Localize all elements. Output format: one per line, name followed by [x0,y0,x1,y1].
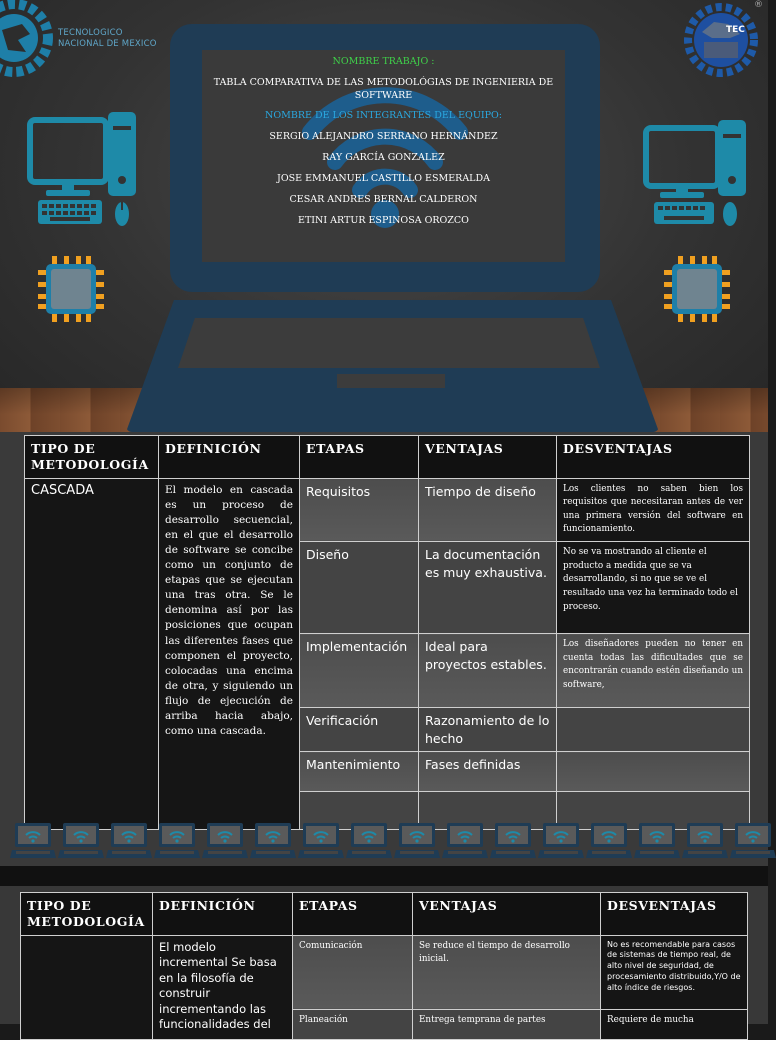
member-name: RAY GARCÍA GONZALEZ [322,152,445,164]
table-row [25,478,750,542]
mini-laptop-icon [682,822,728,860]
member-name: ETINI ARTUR ESPINOSA OROZCO [298,214,469,226]
mini-laptop-icon [538,822,584,860]
registered-mark: ® [754,0,763,10]
disadvantage-cell [557,708,750,752]
table-header-row [21,893,748,936]
stage-cell: Verificación [300,708,419,752]
advantage-cell: Ideal para proyectos estables. [419,634,557,708]
tec-logo-label: TEC [726,25,745,35]
cover-text [202,56,565,235]
mini-laptop-icon [154,822,200,860]
mini-laptop-icon [634,822,680,860]
incremental-table [20,892,748,1040]
disadvantage-cell: No es recomendable para casos de sistemas de tiempo real, de alto nivel de seguridad, de procesamiento distribuido,Y/O de alto índice de riesgos. [601,935,748,1009]
work-name-label: NOMBRE TRABAJO : [332,56,435,67]
advantage-cell: Razonamiento de lo hecho [419,708,557,752]
incremental-slide [0,866,768,1032]
header-stages: ETAPAS [293,893,413,936]
team-label: NOMBRE DE LOS INTEGRANTES DEL EQUIPO: [265,110,502,122]
stage-cell: Comunicación [293,935,413,1009]
microchip-icon [38,256,104,322]
disadvantage-cell: Los diseñadores pueden no tener en cuenta todas las dificultades que se encontrarán cuando estén diseñando un software, [557,634,750,708]
methodology-definition: El modelo en cascada es un proceso de desarrollo secuencial, en el que el desarrollo de software se concibe como un conjunto de etapas que se ejecutan una tras otra. Se le denomina así por las posiciones que ocupan las diferentes fases que componen el proyecto, colocadas una encima de otra, y siguiendo un flujo de ejecución de arriba hacia abajo, como una cascada. [159,478,300,830]
header-type: TIPO DE METODOLOGÍA [25,436,159,479]
mini-laptop-icon [58,822,104,860]
mini-laptop-icon [346,822,392,860]
desktop-computer-icon [28,110,140,228]
laptop-touchpad [337,374,445,388]
header-type: TIPO DE METODOLOGÍA [21,893,153,936]
advantage-cell: Entrega temprana de partes [413,1009,601,1039]
header-advantages: VENTAJAS [419,436,557,479]
cascada-slide [0,432,768,866]
institution-name [58,28,157,51]
methodology-name: CASCADA [25,478,159,830]
advantage-cell: La documentación es muy exhaustiva. [419,542,557,634]
header-definition: DEFINICIÓN [153,893,293,936]
stage-cell: Diseño [300,542,419,634]
table-row [21,935,748,1009]
mini-laptop-icon [586,822,632,860]
institution-line-1: TECNOLOGICO [58,28,123,38]
disadvantage-cell: Los clientes no saben bien los requisitos que necesitaran antes de ver una primera versión del software en funcionamiento. [557,478,750,542]
mini-laptop-icon [490,822,536,860]
tecnm-gear-logo-icon [0,0,58,78]
header-definition: DEFINICIÓN [159,436,300,479]
advantage-cell: Tiempo de diseño [419,478,557,542]
stage-cell: Requisitos [300,478,419,542]
header-disadvantages: DESVENTAJAS [601,893,748,936]
mini-laptop-icon [202,822,248,860]
institution-line-2: NACIONAL DE MEXICO [58,39,157,50]
mini-laptop-icon [442,822,488,860]
table-header-row [25,436,750,479]
title-slide [0,0,768,432]
header-advantages: VENTAJAS [413,893,601,936]
incremental-slide-body [0,886,768,1032]
cascada-table [24,435,750,830]
disadvantage-cell: No se va mostrando al cliente el producto a medida que se va desarrollando, si no que se ve el resultado una vez ha terminado todo el proceso. [557,542,750,634]
work-title: TABLA COMPARATIVA DE LAS METODOLÓGIAS DE INGENIERIA DE SOFTWARE [213,76,554,101]
microchip-icon-right [664,256,730,322]
tec-gear-logo-icon [684,2,758,78]
member-name: CESAR ANDRES BERNAL CALDERON [289,193,478,205]
desktop-computer-icon-right [640,120,752,230]
header-stages: ETAPAS [300,436,419,479]
member-name: JOSE EMMANUEL CASTILLO ESMERALDA [277,172,490,184]
advantage-cell: Se reduce el tiempo de desarrollo inicial. [413,935,601,1009]
methodology-name-cell [21,935,153,1039]
stage-cell: Mantenimiento [300,752,419,792]
disadvantage-cell: Requiere de mucha [601,1009,748,1039]
mini-laptop-icon [10,822,56,860]
stage-cell: Implementación [300,634,419,708]
member-name: SERGIO ALEJANDRO SERRANO HERNÁNDEZ [269,131,498,143]
mini-laptop-icon [250,822,296,860]
laptop-decoration-row [0,822,768,862]
mini-laptop-icon [730,822,776,860]
mini-laptop-icon [106,822,152,860]
mini-laptop-icon [298,822,344,860]
stage-cell: Planeación [293,1009,413,1039]
laptop-keyboard [178,318,600,368]
header-disadvantages: DESVENTAJAS [557,436,750,479]
advantage-cell: Fases definidas [419,752,557,792]
methodology-definition: El modelo incremental Se basa en la filosofía de construir incrementando las funcionalidades del [153,935,293,1039]
mini-laptop-icon [394,822,440,860]
disadvantage-cell [557,752,750,792]
